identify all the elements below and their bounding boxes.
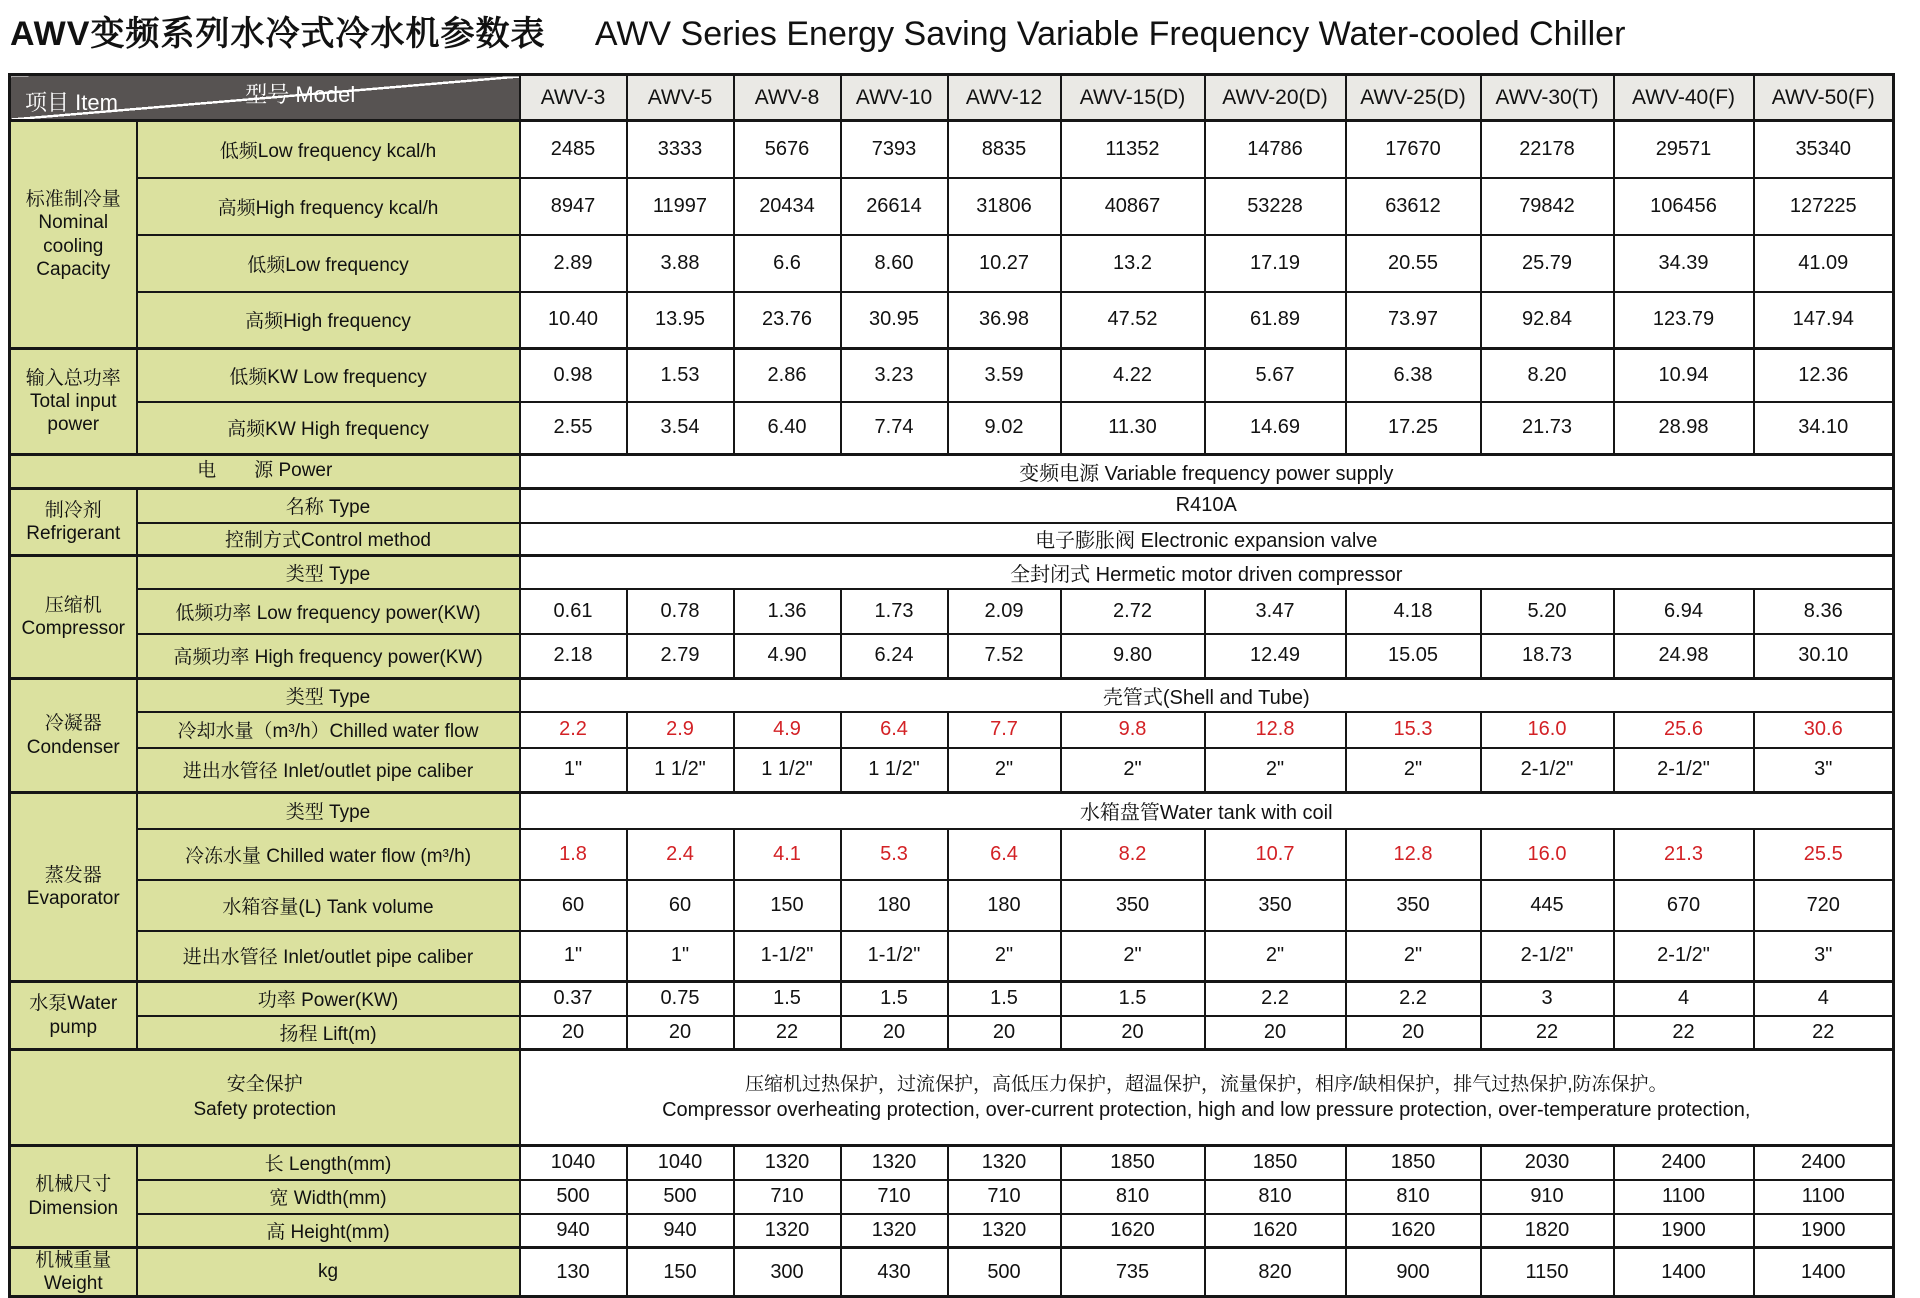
value-cell: 1320 [841,1214,948,1248]
value-cell: 1850 [1061,1146,1205,1180]
value-cell: 1.53 [627,349,734,402]
value-cell: 1.5 [841,982,948,1016]
value-cell: 1" [520,931,627,982]
table-row [10,178,1894,235]
value-cell: 16.0 [1481,829,1614,880]
table-row [10,1050,1894,1146]
value-cell: 7.52 [948,634,1061,679]
value-cell: 20 [1346,1016,1481,1050]
value-cell: 180 [948,880,1061,931]
model-header-cell: AWV-25(D) [1346,75,1481,121]
value-cell: 29571 [1614,121,1754,178]
table-row [10,556,1894,589]
model-header-cell: AWV-40(F) [1614,75,1754,121]
value-cell: 710 [734,1180,841,1214]
table-row [10,931,1894,982]
value-cell: 60 [520,880,627,931]
table-row [10,1146,1894,1180]
value-cell: 12.49 [1205,634,1346,679]
value-cell: 1400 [1754,1248,1894,1297]
value-cell: 24.98 [1614,634,1754,679]
row-label-cell: 冷冻水量 Chilled water flow (m³/h) [137,829,520,880]
value-cell: 26614 [841,178,948,235]
table-row [10,748,1894,793]
value-cell: 34.39 [1614,235,1754,292]
value-cell: 60 [627,880,734,931]
table-row [10,1214,1894,1248]
table-row [10,523,1894,556]
value-cell: 735 [1061,1248,1205,1297]
row-label-cell: 进出水管径 Inlet/outlet pipe caliber [137,931,520,982]
row-label-cell: 宽 Width(mm) [137,1180,520,1214]
row-label-cell: 进出水管径 Inlet/outlet pipe caliber [137,748,520,793]
span-value-cell: 水箱盘管Water tank with coil [520,793,1894,829]
section-label-cell: 电 源 Power [10,455,520,489]
table-row [10,982,1894,1016]
group-label-cell: 蒸发器 Evaporator [10,793,137,982]
value-cell: 2" [1061,931,1205,982]
value-cell: 6.4 [948,829,1061,880]
value-cell: 3.54 [627,402,734,455]
value-cell: 30.10 [1754,634,1894,679]
value-cell: 150 [734,880,841,931]
value-cell: 35340 [1754,121,1894,178]
value-cell: 2400 [1614,1146,1754,1180]
table-row [10,589,1894,634]
value-cell: 7.7 [948,712,1061,748]
group-label-cell: 标准制冷量 Nominal cooling Capacity [10,121,137,349]
span-value-cell: 电子膨胀阀 Electronic expansion valve [520,523,1894,556]
value-cell: 6.38 [1346,349,1481,402]
row-label-cell: 类型 Type [137,556,520,589]
value-cell: 1320 [734,1214,841,1248]
value-cell: 2" [1061,748,1205,793]
value-cell: 2-1/2" [1481,931,1614,982]
row-label-cell: 高 Height(mm) [137,1214,520,1248]
value-cell: 300 [734,1248,841,1297]
span-value-cell: 全封闭式 Hermetic motor driven compressor [520,556,1894,589]
value-cell: 21.73 [1481,402,1614,455]
value-cell: 3" [1754,748,1894,793]
value-cell: 1.5 [948,982,1061,1016]
row-label-cell: 功率 Power(KW) [137,982,520,1016]
value-cell: 0.78 [627,589,734,634]
value-cell: 22 [1481,1016,1614,1050]
value-cell: 1-1/2" [841,931,948,982]
value-cell: 79842 [1481,178,1614,235]
value-cell: 36.98 [948,292,1061,349]
value-cell: 1320 [948,1214,1061,1248]
value-cell: 20.55 [1346,235,1481,292]
table-row [10,489,1894,523]
value-cell: 2485 [520,121,627,178]
value-cell: 63612 [1346,178,1481,235]
model-header-row [10,75,1894,121]
value-cell: 5.20 [1481,589,1614,634]
group-label-cell: 制冷剂 Refrigerant [10,489,137,556]
value-cell: 34.10 [1754,402,1894,455]
row-label-cell: 名称 Type [137,489,520,523]
value-cell: 720 [1754,880,1894,931]
value-cell: 22 [1754,1016,1894,1050]
row-label-cell: 低频KW Low frequency [137,349,520,402]
value-cell: 2.09 [948,589,1061,634]
span-value-cell: 壳管式(Shell and Tube) [520,679,1894,712]
value-cell: 2.89 [520,235,627,292]
value-cell: 9.8 [1061,712,1205,748]
row-label-cell: 长 Length(mm) [137,1146,520,1180]
model-header-cell: AWV-12 [948,75,1061,121]
value-cell: 9.80 [1061,634,1205,679]
value-cell: 12.8 [1346,829,1481,880]
value-cell: 2" [1205,748,1346,793]
group-label-cell: 冷凝器 Condenser [10,679,137,793]
value-cell: 3.59 [948,349,1061,402]
value-cell: 1.5 [1061,982,1205,1016]
value-cell: 1150 [1481,1248,1614,1297]
value-cell: 1100 [1614,1180,1754,1214]
value-cell: 1850 [1346,1146,1481,1180]
model-header-cell: AWV-20(D) [1205,75,1346,121]
value-cell: 2" [1205,931,1346,982]
value-cell: 17.25 [1346,402,1481,455]
value-cell: 3.23 [841,349,948,402]
value-cell: 4.9 [734,712,841,748]
value-cell: 180 [841,880,948,931]
value-cell: 1320 [734,1146,841,1180]
value-cell: 4.1 [734,829,841,880]
value-cell: 1.36 [734,589,841,634]
value-cell: 20 [1061,1016,1205,1050]
page-title [0,0,1920,55]
value-cell: 47.52 [1061,292,1205,349]
table-row [10,793,1894,829]
value-cell: 12.36 [1754,349,1894,402]
value-cell: 2-1/2" [1614,748,1754,793]
value-cell: 11997 [627,178,734,235]
model-header-cell: AWV-50(F) [1754,75,1894,121]
value-cell: 710 [948,1180,1061,1214]
value-cell: 9.02 [948,402,1061,455]
value-cell: 22178 [1481,121,1614,178]
value-cell: 10.7 [1205,829,1346,880]
value-cell: 3.88 [627,235,734,292]
value-cell: 1620 [1061,1214,1205,1248]
value-cell: 4.22 [1061,349,1205,402]
value-cell: 1040 [627,1146,734,1180]
value-cell: 21.3 [1614,829,1754,880]
value-cell: 25.5 [1754,829,1894,880]
table-row [10,121,1894,178]
page-title-en: AWV Series Energy Saving Variable Frequency Water-cooled Chiller [594,15,1626,53]
value-cell: 18.73 [1481,634,1614,679]
value-cell: 1100 [1754,1180,1894,1214]
model-header-cell: AWV-8 [734,75,841,121]
table-row [10,634,1894,679]
value-cell: 53228 [1205,178,1346,235]
value-cell: 30.6 [1754,712,1894,748]
row-label-cell: 高频High frequency [137,292,520,349]
value-cell: 6.4 [841,712,948,748]
value-cell: 500 [520,1180,627,1214]
value-cell: 8947 [520,178,627,235]
table-row [10,880,1894,931]
value-cell: 10.94 [1614,349,1754,402]
value-cell: 6.24 [841,634,948,679]
value-cell: 3 [1481,982,1614,1016]
value-cell: 0.37 [520,982,627,1016]
model-header-cell: AWV-30(T) [1481,75,1614,121]
value-cell: 8.20 [1481,349,1614,402]
value-cell: 1" [627,931,734,982]
value-cell: 810 [1061,1180,1205,1214]
row-label-cell: 类型 Type [137,679,520,712]
value-cell: 10.40 [520,292,627,349]
value-cell: 0.61 [520,589,627,634]
value-cell: 17.19 [1205,235,1346,292]
item-header-label: 项目 Item [25,90,118,115]
value-cell: 25.79 [1481,235,1614,292]
value-cell: 940 [520,1214,627,1248]
table-row [10,1180,1894,1214]
value-cell: 4.18 [1346,589,1481,634]
value-cell: 40867 [1061,178,1205,235]
value-cell: 820 [1205,1248,1346,1297]
value-cell: 22 [1614,1016,1754,1050]
value-cell: 1620 [1205,1214,1346,1248]
value-cell: 1620 [1346,1214,1481,1248]
value-cell: 2" [948,748,1061,793]
value-cell: 127225 [1754,178,1894,235]
group-label-cell: 输入总功率 Total input power [10,349,137,455]
value-cell: 2.55 [520,402,627,455]
value-cell: 1 1/2" [734,748,841,793]
value-cell: 22 [734,1016,841,1050]
row-label-cell: 高频功率 High frequency power(KW) [137,634,520,679]
value-cell: 1400 [1614,1248,1754,1297]
value-cell: 0.98 [520,349,627,402]
value-cell: 20 [948,1016,1061,1050]
value-cell: 7.74 [841,402,948,455]
span-value-cell: 变频电源 Variable frequency power supply [520,455,1894,489]
value-cell: 4 [1614,982,1754,1016]
value-cell: 10.27 [948,235,1061,292]
value-cell: 710 [841,1180,948,1214]
value-cell: 3.47 [1205,589,1346,634]
model-header-label: 型号 Model [245,82,356,107]
value-cell: 350 [1061,880,1205,931]
group-label-cell: 水泵Water pump [10,982,137,1050]
row-label-cell: 低频功率 Low frequency power(KW) [137,589,520,634]
page-title-zh: AWV变频系列水冷式冷水机参数表 [10,15,546,53]
value-cell: 350 [1205,880,1346,931]
table-row [10,349,1894,402]
table-row [10,1016,1894,1050]
model-header-cell: AWV-15(D) [1061,75,1205,121]
row-label-cell: 水箱容量(L) Tank volume [137,880,520,931]
table-row [10,679,1894,712]
span-value-cell: 压缩机过热保护，过流保护，高低压力保护，超温保护，流量保护，相序/缺相保护，排气过热保护,防冻保护。 Compressor overheating protection, over-current protection, high and low pressure protection, over-temperature protection, [520,1050,1894,1146]
value-cell: 106456 [1614,178,1754,235]
table-row [10,292,1894,349]
value-cell: 2.2 [520,712,627,748]
table-row [10,1248,1894,1297]
value-cell: 23.76 [734,292,841,349]
value-cell: 3333 [627,121,734,178]
value-cell: 1900 [1614,1214,1754,1248]
value-cell: 2.86 [734,349,841,402]
value-cell: 4.90 [734,634,841,679]
table-row [10,402,1894,455]
model-header-cell: AWV-10 [841,75,948,121]
value-cell: 5.3 [841,829,948,880]
value-cell: 15.05 [1346,634,1481,679]
value-cell: 2-1/2" [1614,931,1754,982]
span-value-cell: R410A [520,489,1894,523]
value-cell: 123.79 [1614,292,1754,349]
value-cell: 8.36 [1754,589,1894,634]
value-cell: 900 [1346,1248,1481,1297]
section-label-cell: 安全保护 Safety protection [10,1050,520,1146]
row-label-cell: kg [137,1248,520,1297]
model-header-cell: AWV-3 [520,75,627,121]
value-cell: 31806 [948,178,1061,235]
value-cell: 6.6 [734,235,841,292]
value-cell: 1040 [520,1146,627,1180]
group-label-cell: 机械重量Weight [10,1248,137,1297]
row-label-cell: 类型 Type [137,793,520,829]
value-cell: 350 [1346,880,1481,931]
value-cell: 1900 [1754,1214,1894,1248]
value-cell: 11352 [1061,121,1205,178]
row-label-cell: 低频Low frequency [137,235,520,292]
value-cell: 2.4 [627,829,734,880]
value-cell: 670 [1614,880,1754,931]
value-cell: 4 [1754,982,1894,1016]
value-cell: 6.94 [1614,589,1754,634]
value-cell: 13.2 [1061,235,1205,292]
row-label-cell: 控制方式Control method [137,523,520,556]
value-cell: 2.9 [627,712,734,748]
value-cell: 61.89 [1205,292,1346,349]
value-cell: 430 [841,1248,948,1297]
table-row [10,455,1894,489]
value-cell: 20434 [734,178,841,235]
row-label-cell: 冷却水量（m³/h）Chilled water flow [137,712,520,748]
value-cell: 2.2 [1205,982,1346,1016]
value-cell: 20 [520,1016,627,1050]
value-cell: 150 [627,1248,734,1297]
value-cell: 500 [627,1180,734,1214]
value-cell: 20 [627,1016,734,1050]
value-cell: 14.69 [1205,402,1346,455]
value-cell: 2-1/2" [1481,748,1614,793]
value-cell: 1320 [948,1146,1061,1180]
spec-table-body [10,121,1894,1297]
value-cell: 5676 [734,121,841,178]
value-cell: 2" [948,931,1061,982]
value-cell: 1 1/2" [841,748,948,793]
value-cell: 1-1/2" [734,931,841,982]
table-row [10,712,1894,748]
value-cell: 910 [1481,1180,1614,1214]
value-cell: 810 [1346,1180,1481,1214]
value-cell: 14786 [1205,121,1346,178]
value-cell: 20 [841,1016,948,1050]
row-label-cell: 高频KW High frequency [137,402,520,455]
row-label-cell: 高频High frequency kcal/h [137,178,520,235]
value-cell: 0.75 [627,982,734,1016]
row-label-cell: 低频Low frequency kcal/h [137,121,520,178]
value-cell: 7393 [841,121,948,178]
value-cell: 2030 [1481,1146,1614,1180]
spec-table [8,73,1895,1298]
group-label-cell: 机械尺寸 Dimension [10,1146,137,1248]
value-cell: 1 1/2" [627,748,734,793]
value-cell: 810 [1205,1180,1346,1214]
value-cell: 445 [1481,880,1614,931]
value-cell: 15.3 [1346,712,1481,748]
value-cell: 940 [627,1214,734,1248]
value-cell: 8.2 [1061,829,1205,880]
value-cell: 6.40 [734,402,841,455]
value-cell: 1320 [841,1146,948,1180]
table-row [10,829,1894,880]
value-cell: 2" [1346,748,1481,793]
model-header-cell: AWV-5 [627,75,734,121]
value-cell: 2.2 [1346,982,1481,1016]
value-cell: 16.0 [1481,712,1614,748]
value-cell: 2.72 [1061,589,1205,634]
value-cell: 73.97 [1346,292,1481,349]
value-cell: 1.8 [520,829,627,880]
row-label-cell: 扬程 Lift(m) [137,1016,520,1050]
value-cell: 3" [1754,931,1894,982]
model-item-header-cell [10,75,520,121]
value-cell: 1.5 [734,982,841,1016]
value-cell: 1820 [1481,1214,1614,1248]
value-cell: 20 [1205,1016,1346,1050]
value-cell: 1850 [1205,1146,1346,1180]
value-cell: 5.67 [1205,349,1346,402]
value-cell: 2400 [1754,1146,1894,1180]
value-cell: 8835 [948,121,1061,178]
value-cell: 28.98 [1614,402,1754,455]
value-cell: 13.95 [627,292,734,349]
value-cell: 41.09 [1754,235,1894,292]
value-cell: 500 [948,1248,1061,1297]
value-cell: 2.79 [627,634,734,679]
value-cell: 1" [520,748,627,793]
value-cell: 25.6 [1614,712,1754,748]
value-cell: 92.84 [1481,292,1614,349]
value-cell: 2" [1346,931,1481,982]
value-cell: 1.73 [841,589,948,634]
value-cell: 11.30 [1061,402,1205,455]
value-cell: 8.60 [841,235,948,292]
value-cell: 130 [520,1248,627,1297]
table-row [10,235,1894,292]
value-cell: 2.18 [520,634,627,679]
value-cell: 17670 [1346,121,1481,178]
value-cell: 30.95 [841,292,948,349]
group-label-cell: 压缩机 Compressor [10,556,137,679]
value-cell: 147.94 [1754,292,1894,349]
value-cell: 12.8 [1205,712,1346,748]
